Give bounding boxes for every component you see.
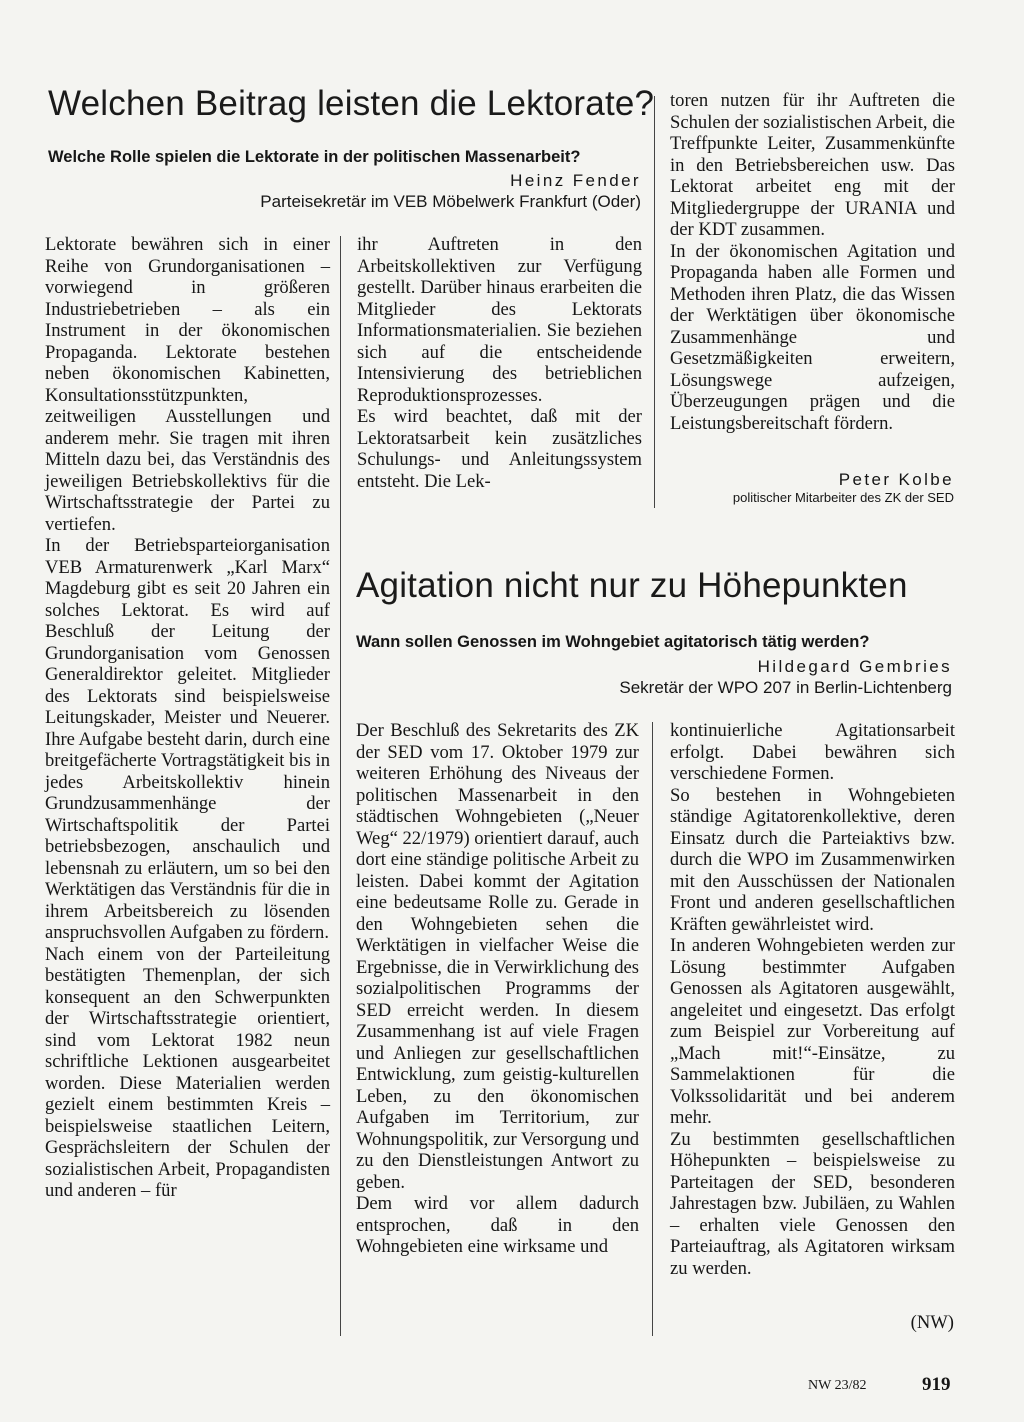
article2-subheadline: Wann sollen Genossen im Wohngebiet agitatorisch tätig werden? — [356, 633, 870, 651]
paragraph: In anderen Wohngebieten werden zur Lösung bestimmter Aufgaben Genossen als Agitatoren ausgewählt, angeleitet und eingesetzt. Das erfolgt zum Beispiel zur Vorbereitung auf „Mach mit!“-Einsätze, zu Sammelaktionen für die Volkssolidarität und bei anderem mehr. — [670, 935, 955, 1128]
paragraph: In der ökonomischen Agitation und Propaganda haben alle Formen und Methoden ihren Platz, die das Wissen der Werktätigen über ökonomische Zusammenhänge und Gesetzmäßigkeiten erweitern, Lösungswege aufzeigen, Überzeugungen prägen und die Leistungsbereitschaft fördern. — [670, 240, 955, 434]
paragraph: Es wird beachtet, daß mit der Lektoratsarbeit kein zusätzliches Schulungs- und Anleitungssystem entsteht. Die Lek- — [357, 406, 642, 492]
article1-column-1 — [45, 234, 330, 1202]
article1-author-name: Heinz Fender — [510, 171, 641, 190]
article2-headline: Agitation nicht nur zu Höhepunkten — [356, 566, 908, 605]
article2-byline — [619, 656, 952, 698]
article1-column-2 — [357, 234, 642, 492]
article2-column-1 — [356, 720, 639, 1258]
paragraph: ihr Auftreten in den Arbeitskollektiven zur Verfügung gestellt. Darüber hinaus erarbeiten die Mitglieder des Lektorats Informationsmaterialien. Sie beziehen sich auf die entscheidende Intensivierung des betrieblichen Reproduktionsprozesses. — [357, 234, 642, 406]
article2-column-2 — [670, 720, 955, 1279]
paragraph: kontinuierliche Agitationsarbeit erfolgt. Dabei bewähren sich verschiedene Formen. — [670, 720, 955, 784]
article1-subheadline: Welche Rolle spielen die Lektorate in der politischen Massenarbeit? — [48, 148, 581, 166]
article1-author-role: Parteisekretär im VEB Möbelwerk Frankfurt (Oder) — [260, 192, 641, 211]
article1-column-3 — [670, 90, 955, 434]
article2-author-name: Hildegard Gembries — [757, 657, 952, 676]
paragraph: Der Beschluß des Sekretarits des ZK der SED vom 17. Oktober 1979 zur weiteren Erhöhung des Niveaus der politischen Massenarbeit in den städtischen Wohngebieten („Neuer Weg“ 22/1979) orientiert darauf, auch dort eine ständige politische Arbeit zu leisten. Dabei kommt der Agitation eine bedeutsame Rolle zu. Gerade in den Wohngebieten sehen die Werktätigen in vielfacher Weise die Ergebnisse, die in Verwirklichung des sozialpolitischen Programms der SED erreicht werden. In diesem Zusammenhang ist auf viele Fragen und Anliegen zur gesellschaftlichen Entwicklung, zum geistig-kulturellen Leben, zu den ökonomischen Aufgaben im Territorium, zur Wohnungspolitik, zur Versorgung und zu den Dienstleistungen Antwort zu geben. — [356, 720, 639, 1193]
article1-byline — [260, 170, 641, 212]
paragraph: toren nutzen für ihr Auftreten die Schulen der sozialistischen Arbeit, die Treffpunkte Leiter, Zusammenkünfte in den Betriebsbereichen usw. Das Lektorat arbeitet eng mit der Mitgliedergruppe der URANIA und der KDT zusammen. — [670, 90, 955, 240]
article1-headline: Welchen Beitrag leisten die Lektorate? — [48, 84, 655, 123]
article2-end-mark: (NW) — [910, 1312, 954, 1333]
column-divider — [654, 96, 655, 508]
paragraph: So bestehen in Wohngebieten ständige Agitatorenkollektive, deren Einsatz durch die Parteiaktivs bzw. durch die WPO im Zusammenwirken mit den Ausschüssen der Nationalen Front und anderen gesellschaftlichen Kräften gewährleistet wird. — [670, 784, 955, 935]
page-number: 919 — [922, 1374, 951, 1395]
issue-label: NW 23/82 — [808, 1378, 867, 1393]
paragraph: Lektorate bewähren sich in einer Reihe von Grundorganisationen – vorwiegend in größeren Industriebetrieben – als ein Instrument in der ökonomischen Propaganda. Lektorate bestehen neben ökonomischen Kabinetten, Konsultationsstützpunkten, zeitweiligen Ausstellungen und anderem mehr. Sie tragen mit ihren Mitteln dazu bei, das Verständnis des jeweiligen Betriebskollektivs für die Wirtschaftsstrategie der Partei zu vertiefen. — [45, 234, 330, 535]
column-divider — [340, 236, 341, 1336]
paragraph: Nach einem von der Parteileitung bestätigten Themenplan, der sich konsequent an den Schwerpunkten der Wirtschaftsstrategie orientiert, sind vom Lektorat 1982 neun schriftliche Lektionen ausgearbeitet worden. Diese Materialien werden gezielt einem bestimmten Kreis – beispielsweise staatlichen Leitern, Gesprächsleitern der Schulen der sozialistischen Arbeit, Propagandisten und anderen – für — [45, 943, 330, 1201]
signature-role: politischer Mitarbeiter des ZK der SED — [732, 490, 954, 505]
paragraph: Zu bestimmten gesellschaftlichen Höhepunkten – beispielsweise zu Parteitagen der SED, besonderen Jahrestagen bzw. Jubiläen, zu Wahlen – erhalten viele Genossen den Parteiauftrag, als Agitatoren wirksam zu werden. — [670, 1128, 955, 1279]
article1-signature — [733, 470, 954, 505]
paragraph: Dem wird vor allem dadurch entsprochen, daß in den Wohngebieten eine wirksame und — [356, 1193, 639, 1257]
paragraph: In der Betriebsparteiorganisation VEB Armaturenwerk „Karl Marx“ Magdeburg gibt es seit 20 Jahren ein solches Lektorat. Es wird auf Beschluß der Leitung der Grundorganisation vom Genossen Generaldirektor geleitet. Mitglieder des Lektorats sind beispielsweise Leitungskader, Meister und Neuerer. Ihre Aufgabe besteht darin, durch eine breitgefächerte Vortragstätigkeit bis in jedes Arbeitskollektiv hinein Grundzusammenhänge der Wirtschaftspolitik der Partei betriebsbezogen, anschaulich und lebensnah zu erläutern, um so bei den Werktätigen das Verständnis für die in ihrem Arbeitsbereich zu lösenden anspruchsvollen Aufgaben zu fördern. — [45, 535, 330, 943]
signature-name: Peter Kolbe — [838, 470, 954, 489]
column-divider — [652, 722, 653, 1336]
article2-author-role: Sekretär der WPO 207 in Berlin-Lichtenberg — [619, 678, 952, 697]
